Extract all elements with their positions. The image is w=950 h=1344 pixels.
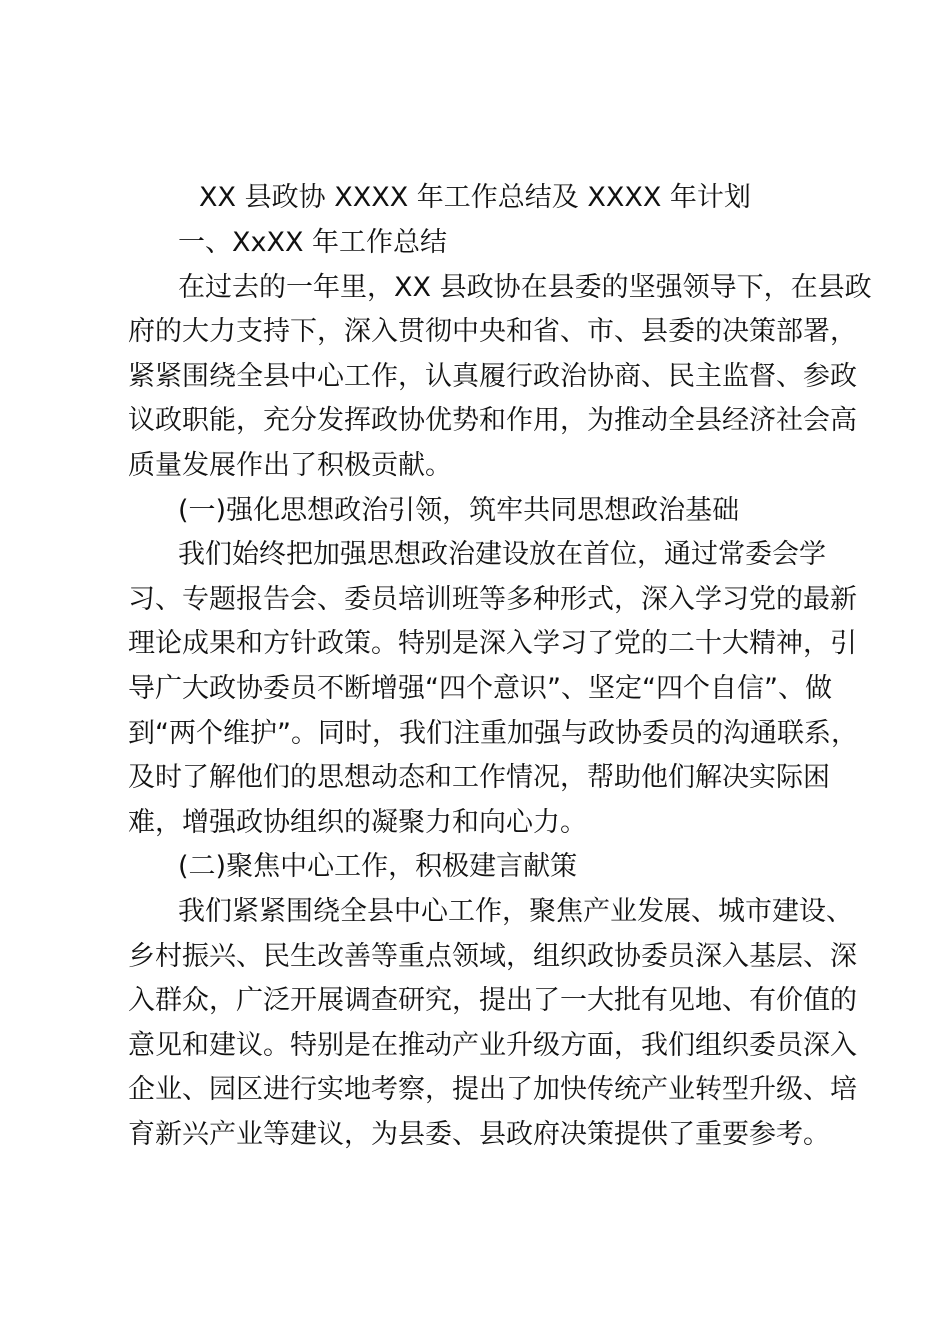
paragraph-line: 习、专题报告会、委员培训班等多种形式，深入学习党的最新 <box>128 583 857 615</box>
paragraph-line: 在过去的一年里，XX 县政协在县委的坚强领导下，在县政 <box>178 271 872 303</box>
paragraph-line: 入群众，广泛开展调查研究，提出了一大批有见地、有价值的 <box>128 985 857 1017</box>
paragraph-line: 紧紧围绕全县中心工作，认真履行政治协商、民主监督、参政 <box>128 360 857 392</box>
subsection-1-paragraph <box>128 533 858 845</box>
paragraph-line: 难，增强政协组织的凝聚力和向心力。 <box>128 806 587 838</box>
subsection-2-paragraph <box>128 890 857 1158</box>
paragraph-line: 议政职能，充分发挥政协优势和作用，为推动全县经济社会高 <box>128 405 857 437</box>
paragraph-line: 育新兴产业等建议，为县委、县政府决策提供了重要参考。 <box>128 1118 830 1150</box>
paragraph-line: 企业、园区进行实地考察，提出了加快传统产业转型升级、培 <box>128 1074 857 1106</box>
paragraph-line: 质量发展作出了积极贡献。 <box>128 449 452 481</box>
paragraph-line: 我们始终把加强思想政治建设放在首位，通过常委会学 <box>178 539 826 571</box>
paragraph-line: 及时了解他们的思想动态和工作情况，帮助他们解决实际困 <box>128 762 830 794</box>
document-title: XX 县政协 XXXX 年工作总结及 XXXX 年计划 <box>199 182 751 213</box>
paragraph-line: 导广大政协委员不断增强“四个意识”、坚定“四个自信”、做 <box>128 672 832 704</box>
document-body <box>128 221 872 1157</box>
subsection-heading: (二)聚焦中心工作，积极建言献策 <box>178 851 578 883</box>
intro-paragraph <box>128 266 872 489</box>
paragraph-line: 我们紧紧围绕全县中心工作，聚焦产业发展、城市建设、 <box>178 895 853 927</box>
subsection-heading: (一)强化思想政治引领，筑牢共同思想政治基础 <box>178 494 740 526</box>
paragraph-line: 乡村振兴、民生改善等重点领域，组织政协委员深入基层、深 <box>128 940 857 972</box>
paragraph-line: 理论成果和方针政策。特别是深入学习了党的二十大精神，引 <box>128 628 857 660</box>
section-heading: 一、XxXX 年工作总结 <box>178 227 448 258</box>
paragraph-line: 到“两个维护”。同时，我们注重加强与政协委员的沟通联系， <box>128 717 858 749</box>
paragraph-line: 府的大力支持下，深入贯彻中央和省、市、县委的决策部署， <box>128 316 857 348</box>
paragraph-line: 意见和建议。特别是在推动产业升级方面，我们组织委员深入 <box>128 1029 857 1061</box>
